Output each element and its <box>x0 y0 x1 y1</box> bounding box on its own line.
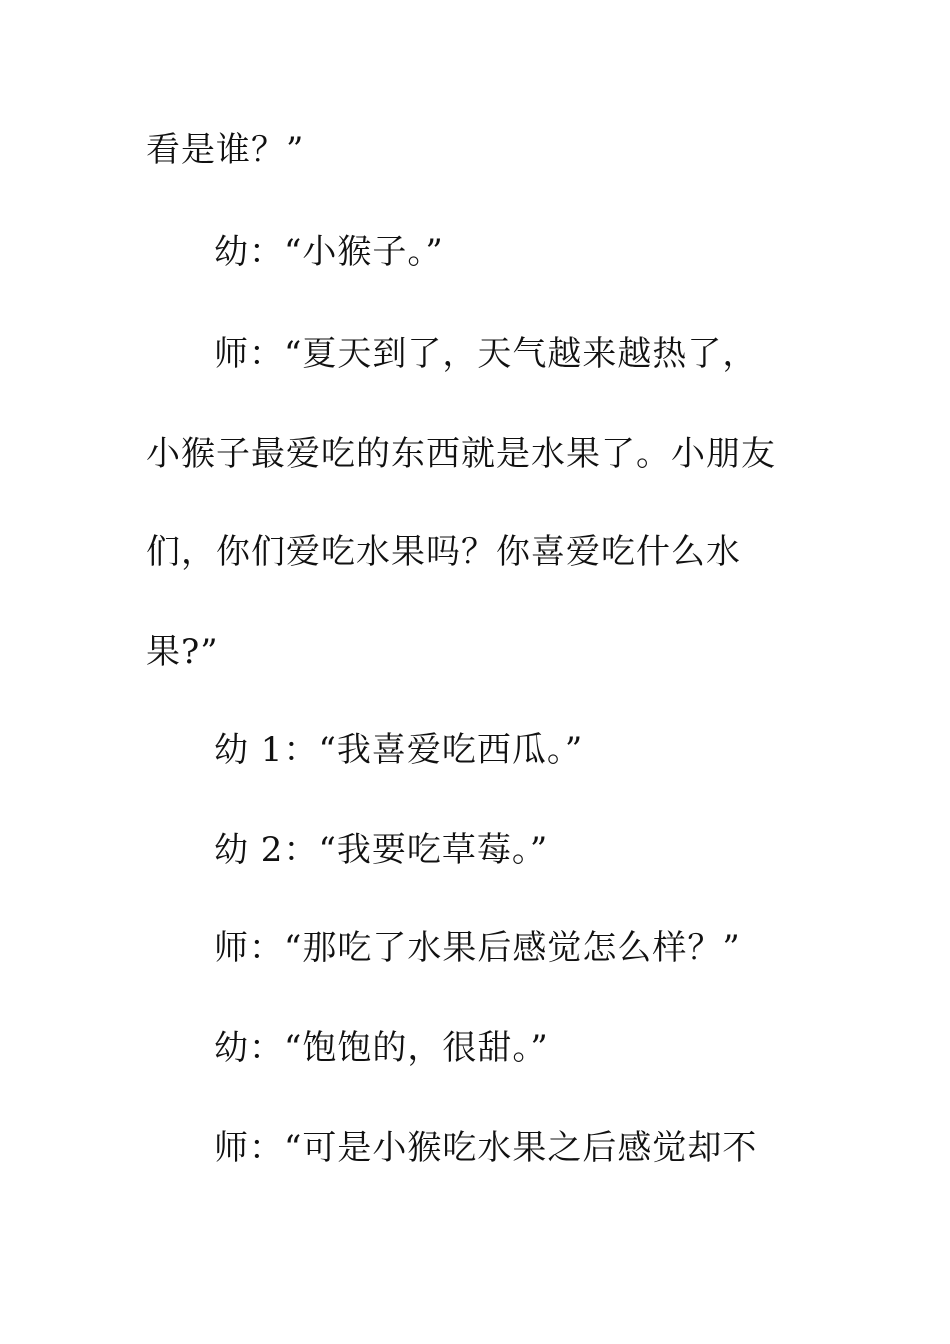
dialogue-teacher: 师：“可是小猴吃水果之后感觉却不 <box>214 1128 758 1168</box>
dialogue-child-1: 幼 1：“我喜爱吃西瓜。” <box>214 730 584 770</box>
text-line: 们，你们爱吃水果吗？你喜爱吃什么水 <box>146 532 741 572</box>
dialogue-child: 幼：“饱饱的，很甜。” <box>214 1028 549 1068</box>
dialogue-teacher: 师：“那吃了水果后感觉怎么样？” <box>214 928 741 968</box>
text-line: 小猴子最爱吃的东西就是水果了。小朋友 <box>146 434 776 474</box>
text-line-continuation: 看是谁？” <box>146 130 305 170</box>
dialogue-child-2: 幼 2：“我要吃草莓。” <box>214 830 549 870</box>
dialogue-teacher: 师：“夏天到了，天气越来越热了， <box>214 334 758 374</box>
dialogue-child: 幼：“小猴子。” <box>214 232 444 272</box>
text-line: 果?” <box>146 632 219 672</box>
